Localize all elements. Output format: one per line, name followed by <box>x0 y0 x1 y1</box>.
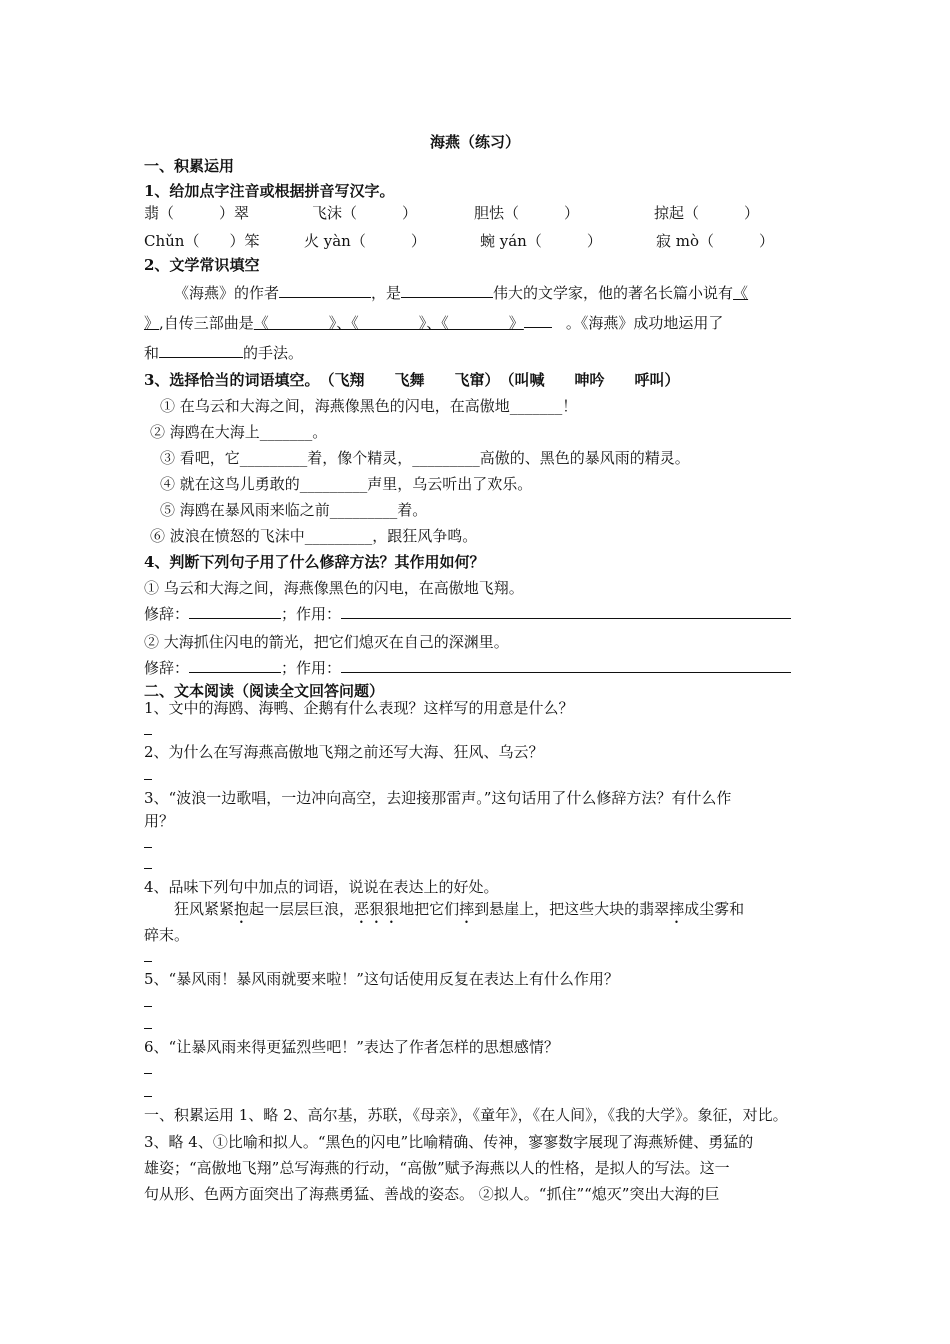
q2-text: 伟大的文学家，他的著名长篇小说有 <box>493 284 734 302</box>
q3-item: ⑥ 波浪在愤怒的飞沫中_________，跟狂风争鸣。 <box>150 527 478 545</box>
q3-item: ⑤ 海鸥在暴风雨来临之前_________着。 <box>160 501 428 519</box>
q2-text: 。《海燕》成功地运用了 <box>565 314 724 332</box>
blank-line[interactable] <box>159 343 243 358</box>
reading-q2: 2、为什么在写海燕高傲地飞翔之前还写大海、狂风、乌云？ <box>144 743 544 761</box>
q2-text: ,自传三部曲是 <box>159 314 254 332</box>
q2-line-2 <box>144 312 723 333</box>
quote-text: 到悬崖上，把这些大块的翡翠 <box>474 900 670 918</box>
dotted-word: 摔 <box>669 900 685 918</box>
q2-text: 《海燕》的作者 <box>174 284 280 302</box>
question-3: 3、选择恰当的词语填空。 （飞翔 飞舞 飞窜） （叫喊 呻吟 呼叫） <box>144 371 680 389</box>
blank-line[interactable] <box>189 658 281 673</box>
q3-item: ① 在乌云和大海之间，海燕像黑色的闪电，在高傲地_______！ <box>160 397 578 415</box>
quote-text: 狂风紧紧 <box>174 900 235 918</box>
q1-item: 飞沫（ ） <box>312 204 418 222</box>
q2-line-3 <box>144 342 303 363</box>
q4-sentence-2: ② 大海抓住闪电的箭光，把它们熄灭在自己的深渊里。 <box>144 633 509 651</box>
answer-line <box>144 868 152 869</box>
question-1: 1、给加点字注音或根据拼音写汉字。 <box>144 182 395 200</box>
answer-key-line4: 句从形、色两方面突出了海燕勇猛、善战的姿态。 ②拟人。“抓住”“熄灭”突出大海的巨 <box>144 1185 720 1203</box>
q1-item: 胆怯（ ） <box>474 204 580 222</box>
section-1-heading: 一、积累运用 <box>144 157 235 175</box>
quote-text: 起一层层巨浪， <box>249 900 355 918</box>
label-rhetoric: 修辞： <box>144 605 190 623</box>
section-2-heading: 二、文本阅读（阅读全文回答问题） <box>144 682 385 700</box>
q2-books: 《 》、《 》、《 》 <box>253 314 524 332</box>
quote-text: 成尘雾和 <box>684 900 745 918</box>
answer-key-line1: 一、积累运用 1、略 2、高尔基，苏联，《母亲》，《童年》，《在人间》，《我的大学》。象征，对比。 <box>144 1106 788 1124</box>
label-effect: ；作用： <box>281 605 342 623</box>
reading-q4-quote-line2: 碎末。 <box>144 926 190 944</box>
q1-item: 掠起（ ） <box>654 204 760 222</box>
q2-text: 和 <box>144 344 160 362</box>
quote-text: 地把它们 <box>399 900 460 918</box>
blank-line[interactable] <box>279 283 371 298</box>
q3-item: ③ 看吧，它_________着，像个精灵，_________高傲的、黑色的暴风雨的精灵。 <box>160 449 690 467</box>
question-4: 4、判断下列句子用了什么修辞方法？其作用如何？ <box>144 553 485 571</box>
reading-q6: 6、“让暴风雨来得更猛烈些吧！”表达了作者怎样的思想感情？ <box>144 1038 559 1056</box>
q1-item: 翡（ ）翠 <box>144 204 250 222</box>
q4-answer-row-2 <box>144 657 791 678</box>
reading-q3-line2: 用？ <box>144 812 175 830</box>
answer-line <box>144 779 152 780</box>
q2-text: 《 <box>733 284 749 302</box>
q2-text: 的手法。 <box>243 344 304 362</box>
answer-line <box>144 1028 152 1029</box>
answer-line <box>144 1096 152 1097</box>
answer-line <box>144 1073 152 1074</box>
question-2: 2、文学常识填空 <box>144 256 260 274</box>
reading-q3-line1: 3、“波浪一边歌唱，一边冲向高空，去迎接那雷声。”这句话用了什么修辞方法？有什么作 <box>144 789 732 807</box>
reading-q4-quote-line1 <box>174 898 744 927</box>
q1-item: 寂 mò（ ） <box>656 232 775 250</box>
label-effect: ；作用： <box>281 659 342 677</box>
answer-key-line2: 3、略 4、①比喻和拟人。“黑色的闪电”比喻精确、传神，寥寥数字展现了海燕矫健、勇猛的 <box>144 1133 754 1151</box>
q1-item: Chǔn（ ）笨 <box>144 232 260 250</box>
dotted-word: 恶狠狠 <box>354 900 400 918</box>
q2-line-1 <box>174 282 748 303</box>
blank-line[interactable] <box>341 658 791 673</box>
blank-line[interactable] <box>524 313 552 328</box>
blank-line[interactable] <box>401 283 493 298</box>
answer-line <box>144 961 152 962</box>
q1-item: 火 yàn（ ） <box>304 232 426 250</box>
q3-item: ④ 就在这鸟儿勇敢的_________声里，乌云听出了欢乐。 <box>160 475 533 493</box>
reading-q4: 4、品味下列句中加点的词语，说说在表达上的好处。 <box>144 878 499 896</box>
q2-text: 》 <box>144 314 160 332</box>
dotted-word: 摔 <box>459 900 475 918</box>
page-title: 海燕（练习） <box>429 133 520 151</box>
reading-q1: 1、文中的海鸥、海鸭、企鹅有什么表现？这样写的用意是什么？ <box>144 699 574 717</box>
blank-line[interactable] <box>341 604 791 619</box>
dotted-word: 抱 <box>234 900 250 918</box>
blank-line[interactable] <box>189 604 281 619</box>
q4-answer-row-1 <box>144 603 791 624</box>
label-rhetoric: 修辞： <box>144 659 190 677</box>
answer-key-line3: 雄姿；“高傲地飞翔”总写海燕的行动，“高傲”赋予海燕以人的性格，是拟人的写法。这一 <box>144 1159 730 1177</box>
reading-q5: 5、“暴风雨！暴风雨就要来啦！”这句话使用反复在表达上有什么作用？ <box>144 970 619 988</box>
q1-row-1 <box>144 202 759 223</box>
answer-line <box>144 847 152 848</box>
answer-line <box>144 734 152 735</box>
answer-line <box>144 1006 152 1007</box>
q1-row-2 <box>144 230 774 251</box>
q1-item: 蜿 yán（ ） <box>480 232 602 250</box>
q3-item: ② 海鸥在大海上_______。 <box>150 423 328 441</box>
q2-text: ，是 <box>371 284 402 302</box>
q4-sentence-1: ① 乌云和大海之间，海燕像黑色的闪电，在高傲地飞翔。 <box>144 579 524 597</box>
